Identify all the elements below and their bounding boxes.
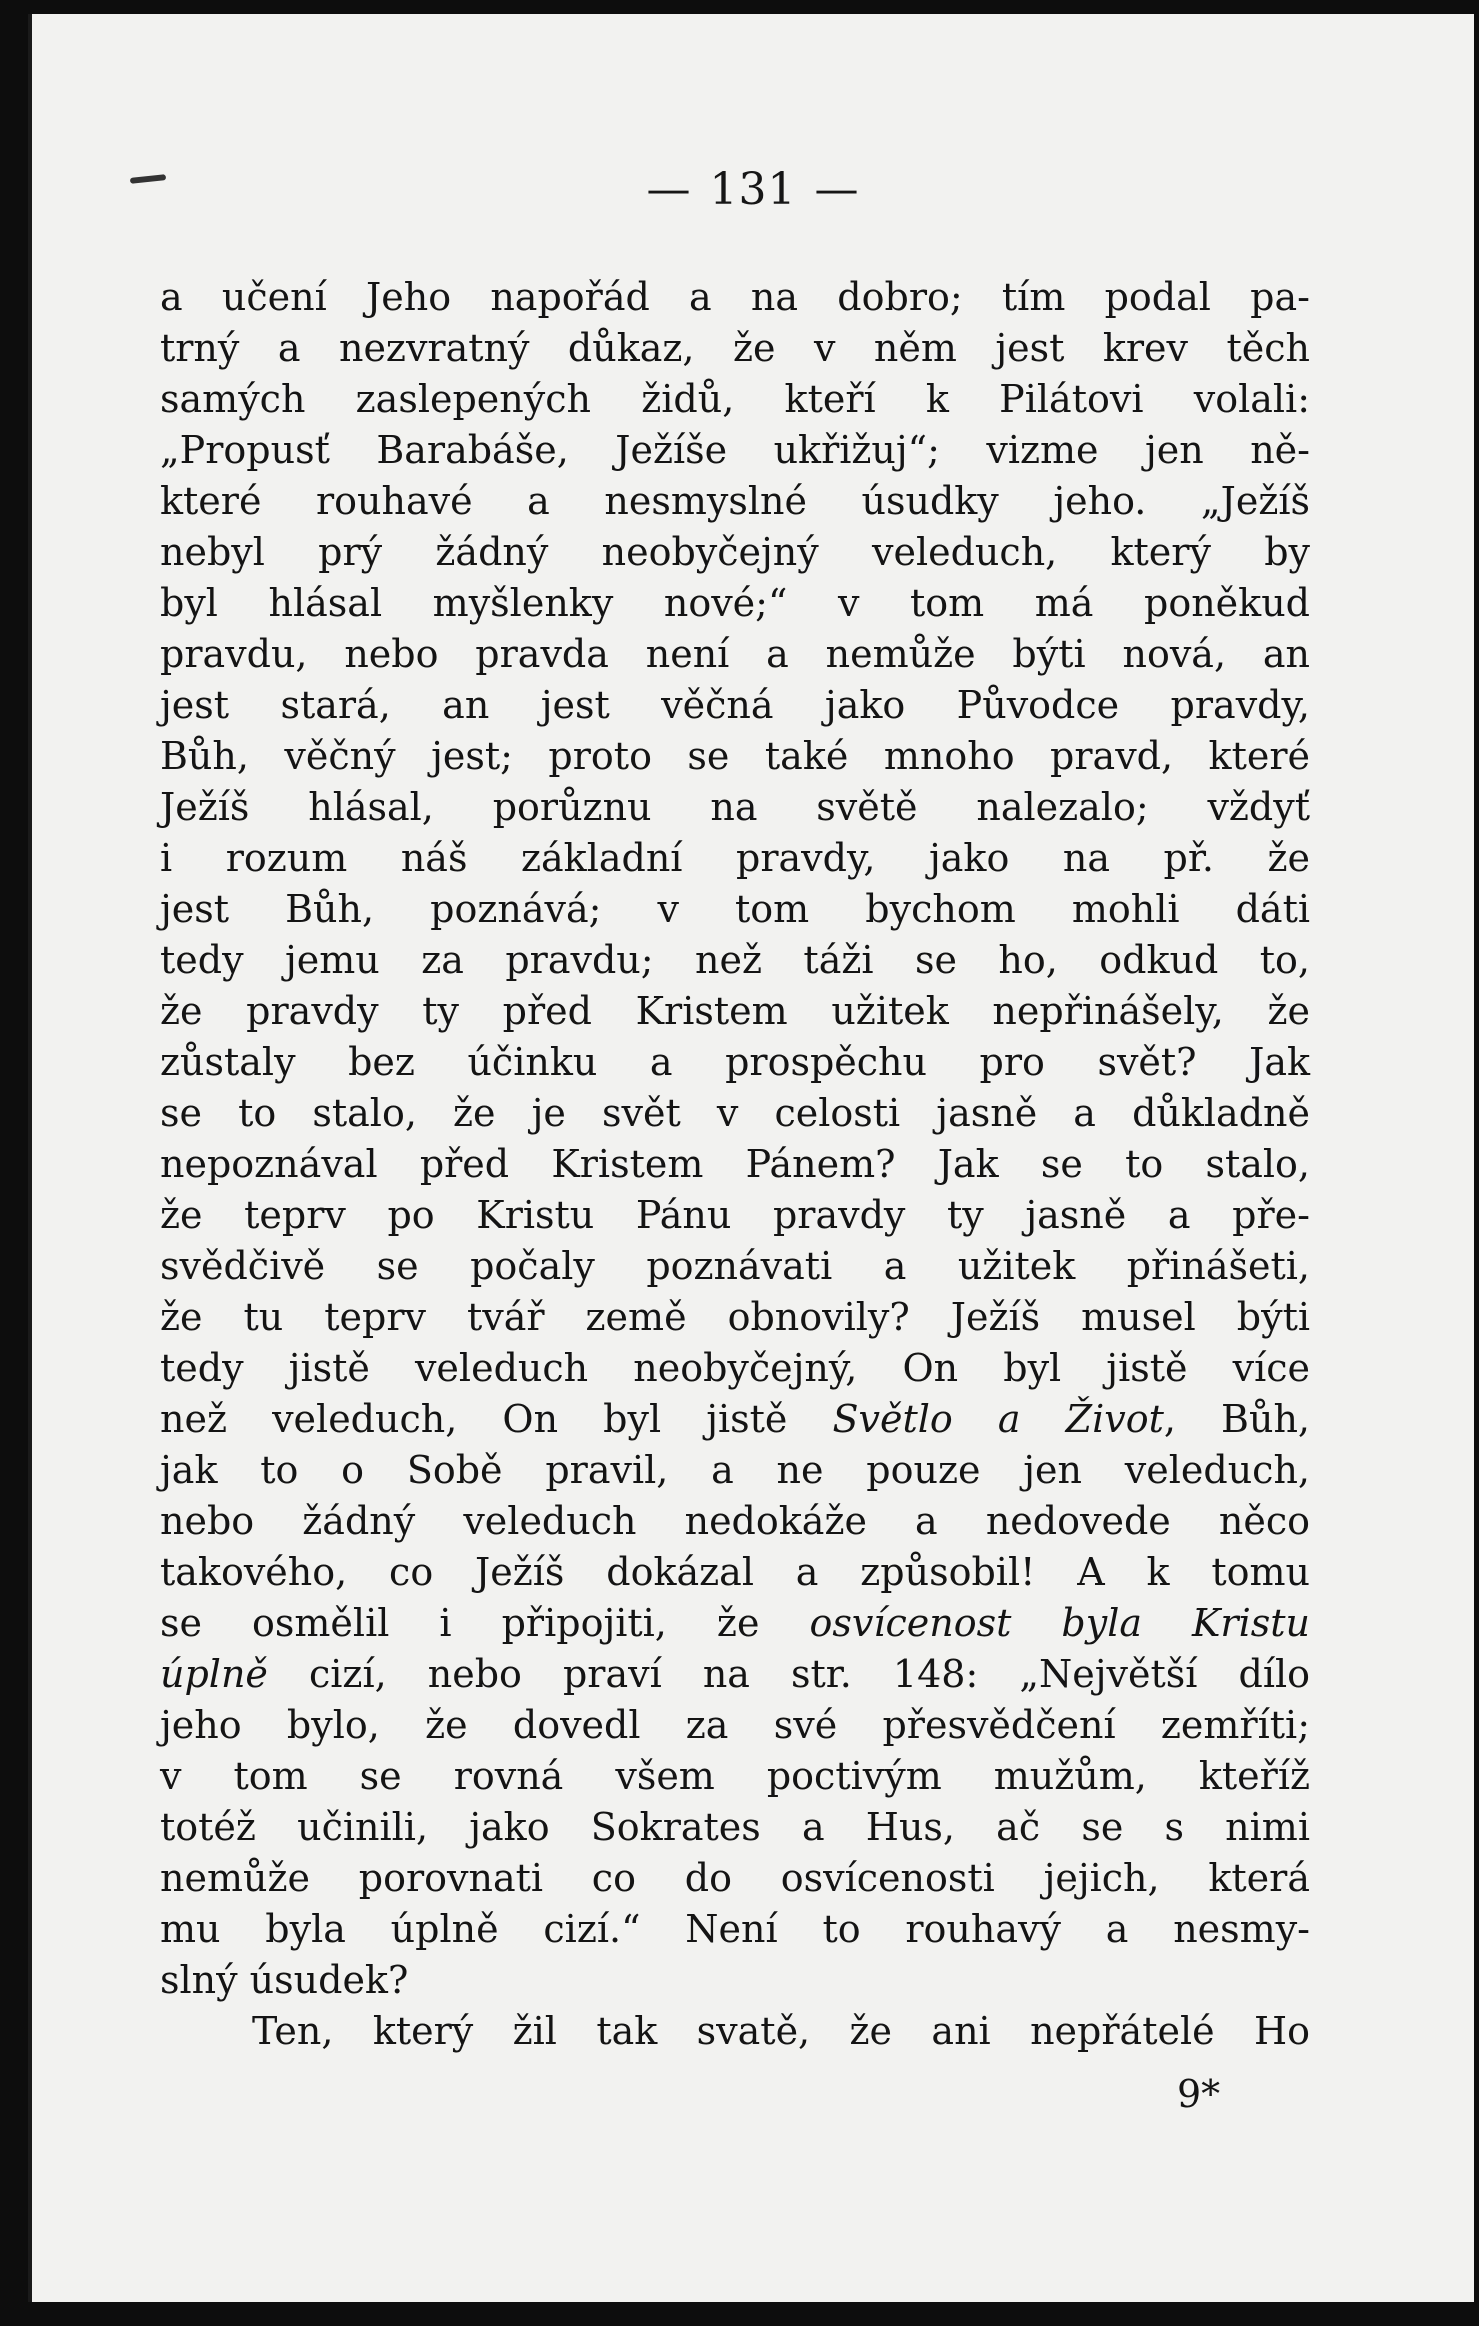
text-line: „Propusť Barabáše, Ježíše ukřižuj“; vizme jen ně- [160, 428, 1310, 472]
text-line: takového, co Ježíš dokázal a způsobil! A k tomu [160, 1550, 1310, 1594]
text-line: totéž učinili, jako Sokrates a Hus, ač se s nimi [160, 1805, 1310, 1849]
text-span: , Bůh, [1163, 1397, 1310, 1441]
body-text [160, 272, 1310, 2057]
text-line: trný a nezvratný důkaz, že v něm jest krev těch [160, 326, 1310, 370]
text-line: Ježíš hlásal, porůznu na světě nalezalo; vždyť [160, 785, 1310, 829]
text-line: nepoznával před Kristem Pánem? Jak se to stalo, [160, 1142, 1310, 1186]
text-span: než veleduch, On byl jistě [160, 1397, 833, 1441]
text-line: Bůh, věčný jest; proto se také mnoho pravd, které [160, 734, 1310, 778]
text-line: jeho bylo, že dovedl za své přesvědčení zemříti; [160, 1703, 1310, 1747]
text-line: zůstaly bez účinku a prospěchu pro svět? Jak [160, 1040, 1310, 1084]
text-line: že tu teprv tvář země obnovily? Ježíš musel býti [160, 1295, 1310, 1339]
page-header [32, 164, 1474, 215]
text-line: tedy jistě veleduch neobyčejný, On byl jistě více [160, 1346, 1310, 1390]
text-line [160, 1394, 1310, 1445]
text-line: které rouhavé a nesmyslné úsudky jeho. „Ježíš [160, 479, 1310, 523]
text-line: pravdu, nebo pravda není a nemůže býti nová, an [160, 632, 1310, 676]
text-line: tedy jemu za pravdu; než táži se ho, odkud to, [160, 938, 1310, 982]
italic-phrase: úplně [160, 1652, 268, 1696]
book-page [28, 14, 1474, 2302]
signature-mark: 9* [1177, 2072, 1221, 2116]
text-line: byl hlásal myšlenky nové;“ v tom má poněkud [160, 581, 1310, 625]
text-line: a učení Jeho napořád a na dobro; tím podal pa- [160, 275, 1310, 319]
paragraph-start-line: Ten, který žil tak svatě, že ani nepřátelé Ho [252, 2009, 1310, 2053]
text-line: mu byla úplně cizí.“ Není to rouhavý a nesmy- [160, 1907, 1310, 1951]
header-dash-right: — [814, 164, 860, 215]
text-line: že teprv po Kristu Pánu pravdy ty jasně a pře- [160, 1193, 1310, 1237]
text-line [160, 1649, 1310, 1700]
text-span: se osmělil i připojiti, že [160, 1601, 810, 1645]
text-line: slný úsudek? [160, 1958, 409, 2002]
text-line: jak to o Sobě pravil, a ne pouze jen veleduch, [160, 1448, 1310, 1492]
text-line: nebo žádný veleduch nedokáže a nedovede něco [160, 1499, 1310, 1543]
text-line: jest stará, an jest věčná jako Původce pravdy, [160, 683, 1310, 727]
text-line: se to stalo, že je svět v celosti jasně a důkladně [160, 1091, 1310, 1135]
italic-phrase: osvícenost byla Kristu [809, 1601, 1311, 1645]
italic-phrase: Světlo a Život [832, 1397, 1164, 1441]
text-line: i rozum náš základní pravdy, jako na př. že [160, 836, 1310, 880]
text-line: samých zaslepených židů, kteří k Pilátovi volali: [160, 377, 1310, 421]
text-line: nemůže porovnati co do osvícenosti jejich, která [160, 1856, 1310, 1900]
text-line: nebyl prý žádný neobyčejný veleduch, který by [160, 530, 1310, 574]
text-line: v tom se rovná všem poctivým mužům, kteříž [160, 1754, 1310, 1798]
text-line [160, 1598, 1310, 1649]
page-number: 131 [709, 164, 797, 215]
text-line: že pravdy ty před Kristem užitek nepřinášely, že [160, 989, 1310, 1033]
header-dash-left: — [646, 164, 692, 215]
text-line: jest Bůh, poznává; v tom bychom mohli dáti [160, 887, 1310, 931]
text-line: svědčivě se počaly poznávati a užitek přinášeti, [160, 1244, 1310, 1288]
text-span: cizí, nebo praví na str. 148: „Největší dílo [267, 1652, 1310, 1696]
